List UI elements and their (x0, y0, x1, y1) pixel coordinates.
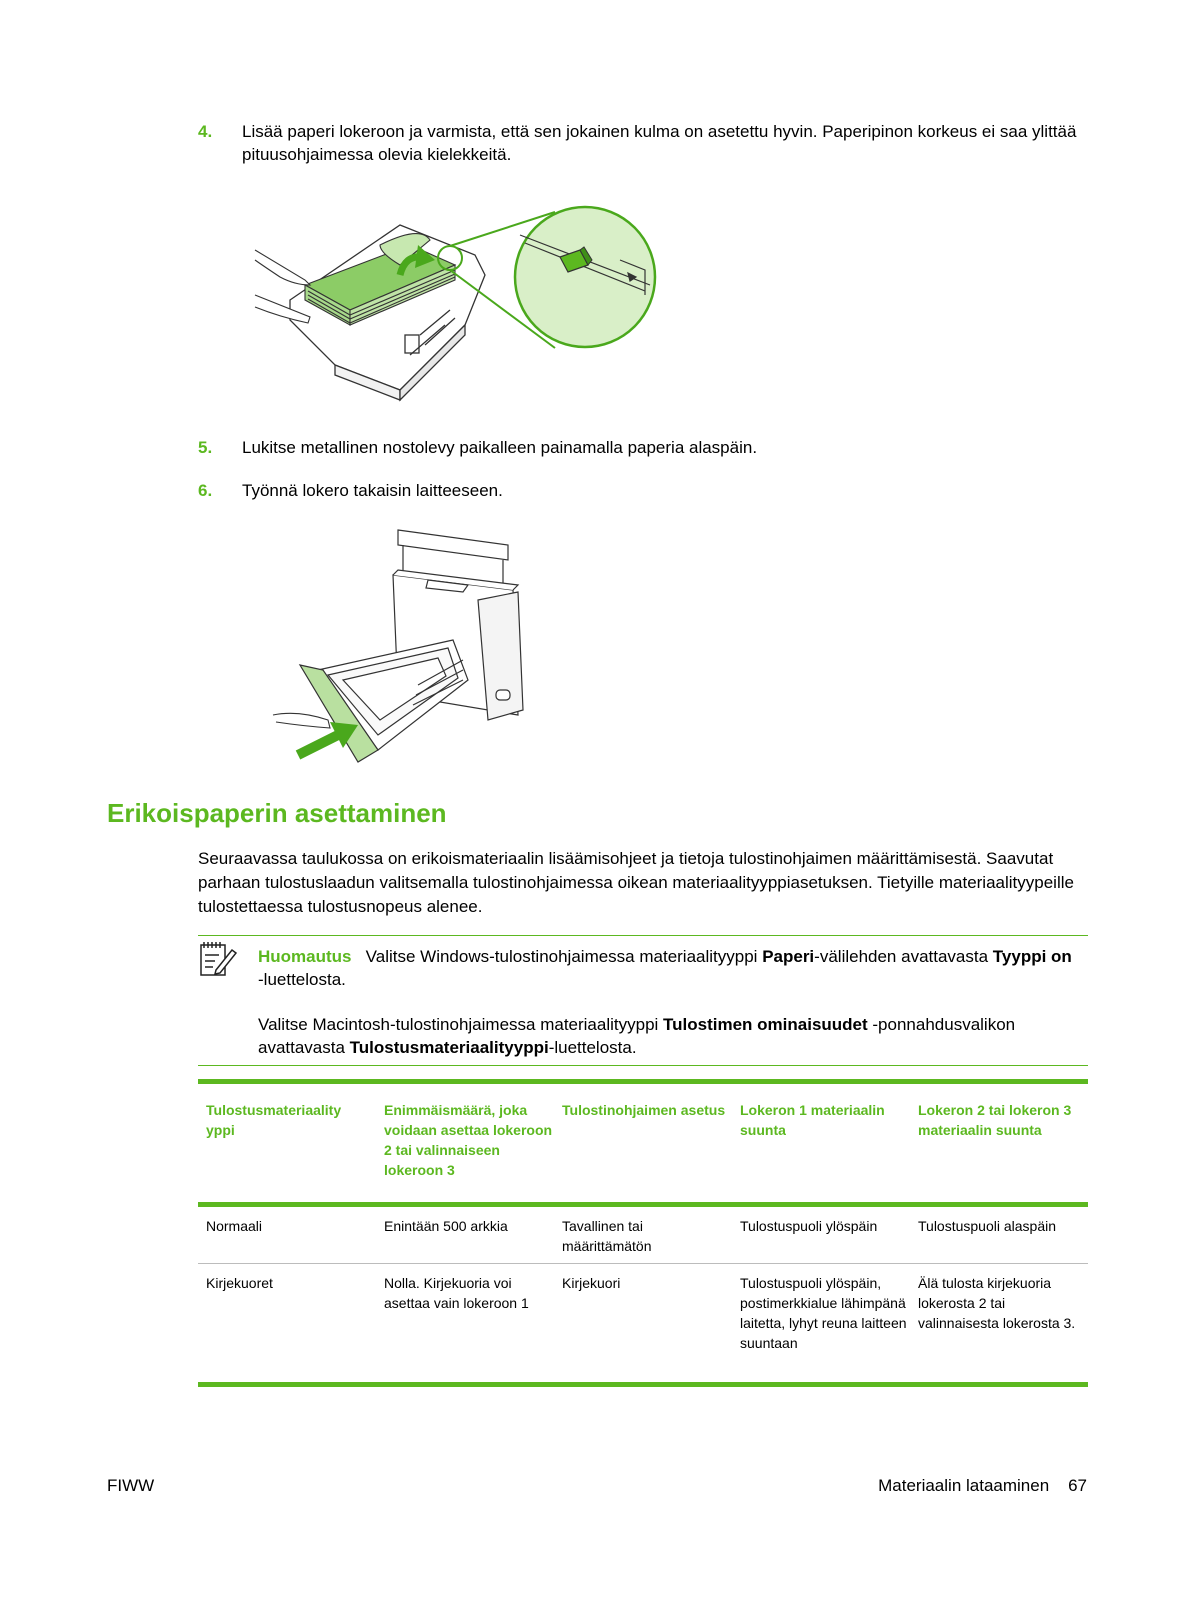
step-number: 5. (198, 438, 213, 457)
note-bold-term: Tyyppi on (992, 947, 1072, 966)
section-intro: Seuraavassa taulukossa on erikoismateriaalin lisäämisohjeet ja tietoja tulostinohjaimen määrittämisestä. Saavutat parhaan tulostuslaadun valitsemalla tulostinohjaimessa oikean materiaalityyppiasetuksen. Tietyille materiaalityypeille tulostettaessa tulostusnopeus alenee. (198, 849, 1074, 916)
step-text: Lisää paperi lokeroon ja varmista, että sen jokainen kulma on asetettu hyvin. Paperipinon korkeus ei saa ylittää pituusohjaimessa olevia kielekkeitä. (242, 122, 1077, 164)
note-text: -ponnahdusvalikon avattavasta (258, 1015, 1016, 1057)
table-cell: Kirjekuori (562, 1275, 621, 1291)
step-number: 4. (198, 122, 213, 141)
footer-chapter: Materiaalin lataaminen (878, 1476, 1050, 1495)
table-bottom-rule (198, 1382, 1088, 1387)
note-bottom-rule (198, 1065, 1088, 1066)
column-header: Enimmäismäärä, joka voidaan asettaa lokeroon 2 tai valinnaiseen lokeroon 3 (384, 1102, 553, 1178)
note-label: Huomautus (258, 947, 352, 966)
page-number: 67 (1068, 1476, 1087, 1495)
table-cell: Kirjekuoret (206, 1275, 273, 1291)
table-header-row (198, 1084, 1088, 1202)
footer-left: FIWW (107, 1476, 155, 1495)
paper-tray-loading-illustration (250, 205, 670, 405)
column-header: Tulostinohjaimen asetus (562, 1102, 726, 1118)
note-bold-term: Paperi (762, 947, 815, 966)
note-bold-term: Tulostimen ominaisuudet (663, 1015, 868, 1034)
table-cell: Tavallinen tai määrittämätön (562, 1218, 652, 1254)
note-text: -välilehden avattavasta (814, 947, 993, 966)
media-table (198, 1079, 1088, 1387)
step-number: 6. (198, 481, 213, 500)
note-text: -luettelosta. (548, 1038, 637, 1057)
table-cell: Enintään 500 arkkia (384, 1218, 508, 1234)
note-macintosh (258, 1013, 1078, 1059)
step-text: Lukitse metallinen nostolevy paikalleen painamalla paperia alaspäin. (242, 438, 758, 457)
section-heading: Erikoispaperin asettaminen (107, 798, 447, 828)
note-text: Valitse Windows-tulostinohjaimessa materiaalityyppi (365, 947, 763, 966)
table-cell: Nolla. Kirjekuoria voi asettaa vain lokeroon 1 (384, 1275, 529, 1311)
table-cell: Normaali (206, 1218, 263, 1234)
column-header: Tulostusmateriaality yppi (206, 1102, 342, 1138)
note-pencil-icon (198, 940, 240, 980)
note-bold-term: Tulostusmateriaalityyppi (349, 1038, 549, 1057)
table-cell: Tulostuspuoli alaspäin (918, 1218, 1057, 1234)
note-top-rule (198, 935, 1088, 936)
table-cell: Tulostuspuoli ylöspäin, postimerkkialue lähimpänä laitetta, lyhyt reuna laitteen suuntaan (740, 1275, 907, 1351)
table-row (198, 1207, 1088, 1263)
column-header: Lokeron 2 tai lokeron 3 materiaalin suunta (918, 1102, 1072, 1138)
footer-right (878, 1476, 1087, 1496)
table-cell: Älä tulosta kirjekuoria lokerosta 2 tai valinnaisesta lokerosta 3. (918, 1275, 1076, 1331)
column-header: Lokeron 1 materiaalin suunta (740, 1102, 885, 1138)
table-cell: Tulostuspuoli ylöspäin (740, 1218, 878, 1234)
step-text: Työnnä lokero takaisin laitteeseen. (242, 481, 503, 500)
printer-tray-insert-illustration (268, 520, 548, 770)
table-row (198, 1264, 1088, 1382)
note-text: -luettelosta. (258, 970, 346, 989)
note-text: Valitse Macintosh-tulostinohjaimessa materiaalityyppi (258, 1015, 664, 1034)
note-windows (258, 945, 1078, 991)
